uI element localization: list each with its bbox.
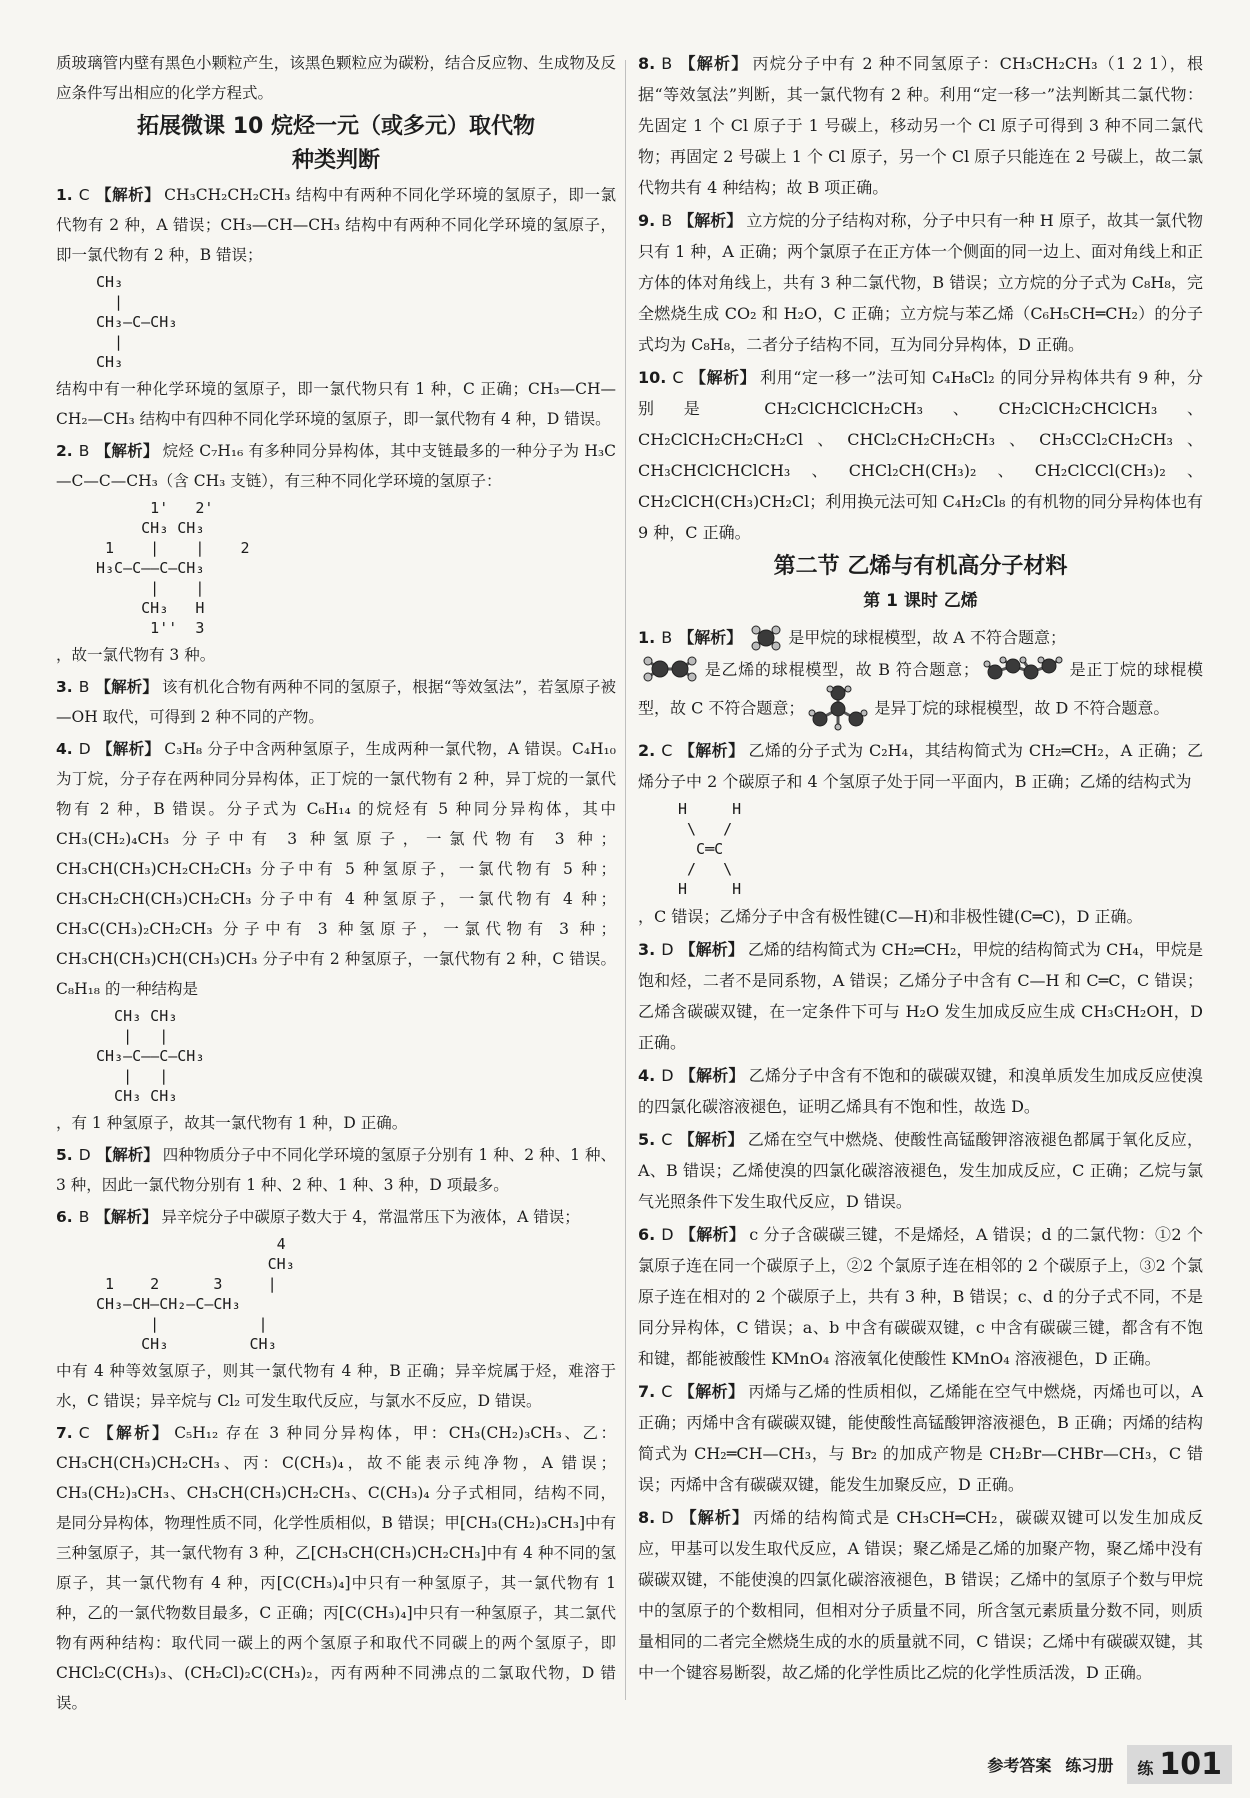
model-hydrogen-atom [644,673,652,681]
answer-number: 3. [638,940,656,959]
model-hydrogen-atom [752,642,760,650]
answer-text: 四种物质分子中不同化学环境的氢原子分别有 1 种、2 种、1 种、3 种，因此一氯代物分别有 1 种、2 种、1 种、3 种，D 项最多。 [56,1146,616,1194]
analysis-tag: 【解析】 [678,628,743,647]
structural-formula: 4 CH₃ 1 2 3 | CH₃—CH—CH₂—C—CH₃ | | CH₃ CH₃ [96,1235,295,1353]
answer-item [638,1060,1203,1122]
answer-choice: B [661,211,673,230]
model-hydrogen-atom [772,642,780,650]
analysis-tag: 【解析】 [96,1146,159,1164]
answer-number: 10. [638,368,667,387]
answer-text: C₅H₁₂ 存在 3 种同分异构体，甲：CH₃(CH₂)₃CH₃、乙：CH₃CH(CH₃)CH₂CH₃、丙：C(CH₃)₄，故不能表示纯净物，A 错误；CH₃(CH₂)₃CH₃、CH₃CH(CH₃)CH₂CH₃、C(CH₃)₄ 分子式相同，结构不同，是同分异构体，物理性质不同，化学性质相似，B 错误；甲[CH₃(CH₂)₃CH₃]中有三种氢原子，其一氯代物有 3 种，乙[CH₃CH(CH₃)CH₂CH₃]中有 4 种不同的氢原子，其一氯代物有 4 种，丙[C(CH₃)₄]中只有一种氢原子，其一氯代物有 1 种，乙的一氯代物数目最多，C 正确；丙[C(CH₃)₄]中只有一种氢原子，其二氯代物有两种结构：取代同一碳上的两个氢原子和取代不同碳上的两个氢原子，即 CHCl₂C(CH₃)₃、(CH₂Cl)₂C(CH₃)₂，丙有两种不同沸点的二氯取代物，D 错误。 [56,1424,616,1712]
model-hydrogen-atom [835,724,841,730]
model-hydrogen-atom [827,686,833,692]
answer-item [56,1418,616,1718]
answer-text: 烷烃 C₇H₁₆ 有多种同分异构体，其中支链最多的一种分子为 H₃C—C—C—CH₃（含 CH₃ 支链），有三种不同化学环境的氢原子： [56,442,616,490]
analysis-tag: 【解析】 [678,211,743,230]
answer-text: 是乙烯的球棍模型，故 B 符合题意； [704,659,979,679]
analysis-tag: 【解析】 [679,1066,745,1085]
answer-text: CH₃CH₂CH₂CH₃ 结构中有两种不同化学环境的氢原子，即一氯代物有 2 种，A 错误；CH₃—CH—CH₃ 结构中有两种不同化学环境的氢原子，即一氯代物有 2 种，B 错误； [56,186,616,264]
answer-number: 6. [638,1225,656,1244]
section1-title-b: 种类判断 [291,148,380,173]
model-hydrogen-atom [688,657,696,665]
right-answer-list-a [638,48,1203,548]
left-column [56,48,616,1720]
model-hydrogen-atom [644,657,652,665]
answer-number: 1. [56,186,73,204]
answer-choice: B [661,628,673,647]
model-carbon-atom [1024,665,1038,679]
answer-item [638,48,1203,203]
page-number-box [1127,1745,1232,1784]
answer-text: 丙烯与乙烯的性质相似，乙烯能在空气中燃烧，丙烯也可以，A 正确；丙烯中含有碳碳双键，能使酸性高锰酸钾溶液褪色，B 正确；丙烯的结构简式为 CH₂═CH—CH₃，与 Br₂ 的加成产物是 CH₂Br—CHBr—CH₃，C 错误；丙烯中含有碳碳双键，能发生加聚反应，D 正确。 [638,1382,1203,1494]
model-carbon-atom [652,661,668,677]
model-carbon-atom [758,630,774,646]
answer-item [638,735,1203,932]
analysis-tag: 【解析】 [95,1424,171,1442]
analysis-tag: 【解析】 [95,1208,158,1226]
answer-item [56,1140,616,1200]
butane-model-icon [983,656,1065,684]
answer-choice: B [661,54,673,73]
footer-label-practice: 练 [1137,1759,1154,1778]
model-hydrogen-atom [861,710,867,716]
column-divider [625,60,626,1700]
section2-subtitle: 第 1 课时 乙烯 [863,591,978,611]
answer-choice: C [672,368,684,387]
answer-number: 1. [638,628,656,647]
intro-text: 质玻璃管内壁有黑色小颗粒产生，该黑色颗粒应为碳粉，结合反应物、生成物及反应条件写出相应的化学方程式。 [56,54,616,102]
answer-choice: D [661,940,674,959]
answer-text: 立方烷的分子结构对称，分子中只有一种 H 原子，故其一氯代物只有 1 种，A 正确；两个氯原子在正方体一个侧面的同一边上、面对角线上和正方体的体对角线上，共有 3 种二氯代物，B 错误；立方烷的分子式为 C₈H₈，完全燃烧生成 CO₂ 和 H₂O，C 正确；立方烷与苯乙烯（C₆H₅CH═CH₂）的分子式均为 C₈H₈，二者分子结构不同，互为同分异构体，D 正确。 [638,211,1203,354]
model-hydrogen-atom [809,710,815,716]
page-number: 101 [1159,1747,1222,1782]
analysis-tag: 【解析】 [96,740,161,758]
answer-item [638,205,1203,360]
answer-item [638,362,1203,548]
answer-choice: D [661,1508,674,1527]
answer-text-continued: ，C 错误；乙烯分子中含有极性键(C—H)和非极性键(C═C)，D 正确。 [638,907,1143,926]
answer-item [638,622,1203,733]
structural-formula: 1' 2' CH₃ CH₃ 1 | | 2 H₃C—C——C—CH₃ | | CH₃ H 1'' 3 [96,499,250,637]
structural-formula: CH₃ CH₃ | | CH₃—C——C—CH₃ | | CH₃ CH₃ [96,1007,205,1105]
analysis-tag: 【解析】 [95,678,159,696]
model-carbon-atom [831,702,845,716]
answer-number: 7. [638,1382,656,1401]
answer-text: 丙烷分子中有 2 种不同氢原子：CH₃CH₂CH₃（1 2 1），根据“等效氢法”判断，其一氯代物有 2 种。利用“定一移一”法判断其二氯代物：先固定 1 个 Cl 原子于 1 号碳上，移动另一个 Cl 原子可得到 3 种不同二氯代物；再固定 2 号碳上 1 个 Cl 原子，另一个 Cl 原子只能连在 2 号碳上，故二氯代物共有 4 种结构；故 B 项正确。 [638,54,1203,197]
model-hydrogen-atom [772,626,780,634]
model-hydrogen-atom [845,686,851,692]
answer-number: 2. [56,442,73,460]
answer-number: 2. [638,741,656,760]
model-hydrogen-atom [688,673,696,681]
answer-number: 4. [638,1066,656,1085]
model-hydrogen-atom [1000,657,1006,663]
isobutane-model-icon [808,685,870,733]
answer-text: 丙烯的结构简式是 CH₃CH═CH₂，碳碳双键可以发生加成反应，甲基可以发生取代反应，A 错误；聚乙烯是乙烯的加聚产物，聚乙烯中没有碳碳双键，不能使溴的四氯化碳溶液褪色，B 错误；乙烯中的氢原子个数与甲烷中的氢原子的个数相同，但相对分子质量不同，所含氢元素质量分数不同，则质量相同的二者完全燃烧生成的水的质量就不同，C 错误；乙烯中有碳碳双键，其中一个键容易断裂，故乙烯的化学性质比乙烷的化学性质活泼，D 正确。 [638,1508,1203,1682]
section1-title [56,110,616,178]
answer-item [638,1124,1203,1217]
model-hydrogen-atom [984,661,990,667]
analysis-tag: 【解析】 [95,186,161,204]
model-hydrogen-atom [752,626,760,634]
answer-choice: D [661,1225,674,1244]
answer-text: C₃H₈ 分子中含两种氢原子，生成两种一氯代物，A 错误。C₄H₁₀ 为丁烷，分子存在两种同分异构体，正丁烷的一氯代物有 2 种，异丁烷的一氯代物有 2 种，B 错误。分子式为 C₆H₁₄ 的烷烃有 5 种同分异构体，其中 CH₃(CH₂)₄CH₃ 分子中有 3 种氢原子，一氯代物有 3 种；CH₃CH(CH₃)CH₂CH₂CH₃ 分子中有 5 种氢原子，一氯代物有 5 种；CH₃CH₂CH(CH₃)CH₂CH₃ 分子中有 4 种氢原子，一氯代物有 4 种；CH₃C(CH₃)₂CH₂CH₃ 分子中有 3 种氢原子，一氯代物有 3 种；CH₃CH(CH₃)CH(CH₃)CH₃ 分子中有 2 种氢原子，一氯代物有 2 种，C 错误。C₈H₁₈ 的一种结构是 [56,740,616,998]
structural-formula: H H \ / C═C / \ H H [678,800,742,898]
analysis-tag: 【解析】 [95,442,159,460]
model-hydrogen-atom [1056,657,1062,663]
answer-choice: D [78,740,91,758]
analysis-tag: 【解析】 [679,1508,750,1527]
answer-text: 是异丁烷的球棍模型，故 D 不符合题意。 [874,698,1170,718]
answer-item [638,1376,1203,1500]
answer-number: 9. [638,211,656,230]
answer-text: 利用“定一移一”法可知 C₄H₈Cl₂ 的同分异构体共有 9 种，分别是 CH₂ClCHClCH₂CH₃、CH₂ClCH₂CHClCH₃、CH₂ClCH₂CH₂CH₂Cl、CHCl₂CH₂CH₂CH₃、CH₃CCl₂CH₂CH₃、CH₃CHClCHClCH₃、CHCl₂CH(CH₃)₂、CH₂ClCCl(CH₃)₂、CH₂ClCH(CH₃)CH₂Cl；利用换元法可知 C₄H₂Cl₈ 的有机物的同分异构体也有 9 种，C 正确。 [638,368,1203,542]
answer-text: 是甲烷的球棍模型，故 A 不符合题意； [788,628,1066,647]
answer-number: 3. [56,678,73,696]
answer-choice: C [661,741,673,760]
right-answer-list-b [638,622,1203,1688]
analysis-tag: 【解析】 [679,940,744,959]
answer-number: 5. [638,1130,656,1149]
analysis-tag: 【解析】 [689,368,757,387]
ethylene-model-icon [642,655,700,685]
answer-choice: C [661,1130,673,1149]
answer-choice: C [78,186,90,204]
section2-title: 第二节 乙烯与有机高分子材料 [773,554,1068,579]
model-hydrogen-atom [1020,657,1026,663]
answer-item [56,436,616,670]
analysis-tag: 【解析】 [678,54,749,73]
page-footer [987,1745,1232,1784]
model-carbon-atom [672,661,688,677]
left-answer-list [56,180,616,1718]
answer-choice: B [78,1208,90,1226]
answer-number: 5. [56,1146,73,1164]
model-carbon-atom [1006,659,1020,673]
answer-text-continued: ，有 1 种氢原子，故其一氯代物有 1 种，D 正确。 [56,1114,408,1132]
methane-model-icon [750,624,784,654]
answer-item [638,934,1203,1058]
right-column [638,48,1203,1690]
answer-text: 乙烯分子中含有不饱和的碳碳双键，和溴单质发生加成反应使溴的四氯化碳溶液褪色，证明乙烯具有不饱和性，故选 D。 [638,1066,1203,1116]
answer-choice: B [78,442,90,460]
answer-item [56,734,616,1138]
answer-number: 4. [56,740,73,758]
answer-text: 该有机化合物有两种不同的氢原子，根据“等效氢法”，若氢原子被—OH 取代，可得到 2 种不同的产物。 [56,678,616,726]
answer-choice: B [78,678,90,696]
answer-text: c 分子含碳碳三键，不是烯烃，A 错误；d 的二氯代物：①2 个氯原子连在同一个碳原子上，②2 个氯原子连在相邻的 2 个碳原子上，③2 个氯原子连在相对的 2 个碳原子上，共有 3 种，B 错误；c、d 的分子式不同，不是同分异构体，C 错误；a、b 中含有碳碳双键，c 中含有碳碳三键，都含有不饱和键，都能被酸性 KMnO₄ 溶液氧化使酸性 KMnO₄ 溶液褪色，D 正确。 [638,1225,1203,1368]
answer-number: 8. [638,1508,656,1527]
answer-text-continued: 中有 4 种等效氢原子，则其一氯代物有 4 种，B 正确；异辛烷属于烃，难溶于水，C 错误；异辛烷与 Cl₂ 可发生取代反应，与氯水不反应，D 错误。 [56,1362,616,1410]
model-carbon-atom [988,665,1002,679]
section1-title-a: 拓展微课 10 烷烃一元（或多元）取代物 [137,114,535,139]
answer-item [638,1502,1203,1688]
answer-text-continued: 结构中有一种化学环境的氢原子，即一氯代物只有 1 种，C 正确；CH₃—CH—CH₂—CH₃ 结构中有四种不同化学环境的氢原子，即一氯代物有 4 种，D 错误。 [56,380,616,428]
answer-item [56,1202,616,1416]
answer-choice: C [78,1424,90,1442]
answer-item [638,1219,1203,1374]
model-hydrogen-atom [1038,657,1044,663]
footer-label-answers: 参考答案 [987,1756,1052,1775]
answer-number: 6. [56,1208,73,1226]
answer-choice: D [78,1146,91,1164]
answer-item [56,672,616,732]
answer-text: 异辛烷分子中碳原子数大于 4，常温常压下为液体，A 错误； [161,1208,580,1226]
answer-item [56,180,616,434]
answer-number: 7. [56,1424,73,1442]
answer-choice: C [661,1382,673,1401]
analysis-tag: 【解析】 [678,741,745,760]
analysis-tag: 【解析】 [679,1225,746,1244]
answer-text-continued: ，故一氯代物有 3 种。 [56,646,216,664]
analysis-tag: 【解析】 [678,1382,745,1401]
analysis-tag: 【解析】 [678,1130,744,1149]
answer-text: 乙烯的分子式为 C₂H₄，其结构简式为 CH₂═CH₂，A 正确；乙烯分子中 2 个碳原子和 4 个氢原子处于同一平面内，B 正确；乙烯的结构式为 [638,741,1203,791]
answer-choice: D [661,1066,674,1085]
answer-number: 8. [638,54,656,73]
answer-text: 是正丁烷的球棍模型，故 C 不符合题意； [638,659,1203,718]
answer-text: 乙烯在空气中燃烧、使酸性高锰酸钾溶液褪色都属于氧化反应，A、B 错误；乙烯使溴的四氯化碳溶液褪色，发生加成反应，C 正确；乙烷与氯气光照条件下发生取代反应，D 错误。 [638,1130,1203,1211]
answer-text: 乙烯的结构简式为 CH₂═CH₂，甲烷的结构简式为 CH₄，甲烷是饱和烃，二者不是同系物，A 错误；乙烯分子中含有 C—H 和 C═C，C 错误；乙烯含碳碳双键，在一定条件下可与 H₂O 发生加成反应生成 CH₃CH₂OH，D 正确。 [638,940,1203,1052]
footer-label-workbook: 练习册 [1065,1756,1114,1775]
structural-formula: CH₃ | CH₃—C—CH₃ | CH₃ [96,273,178,371]
